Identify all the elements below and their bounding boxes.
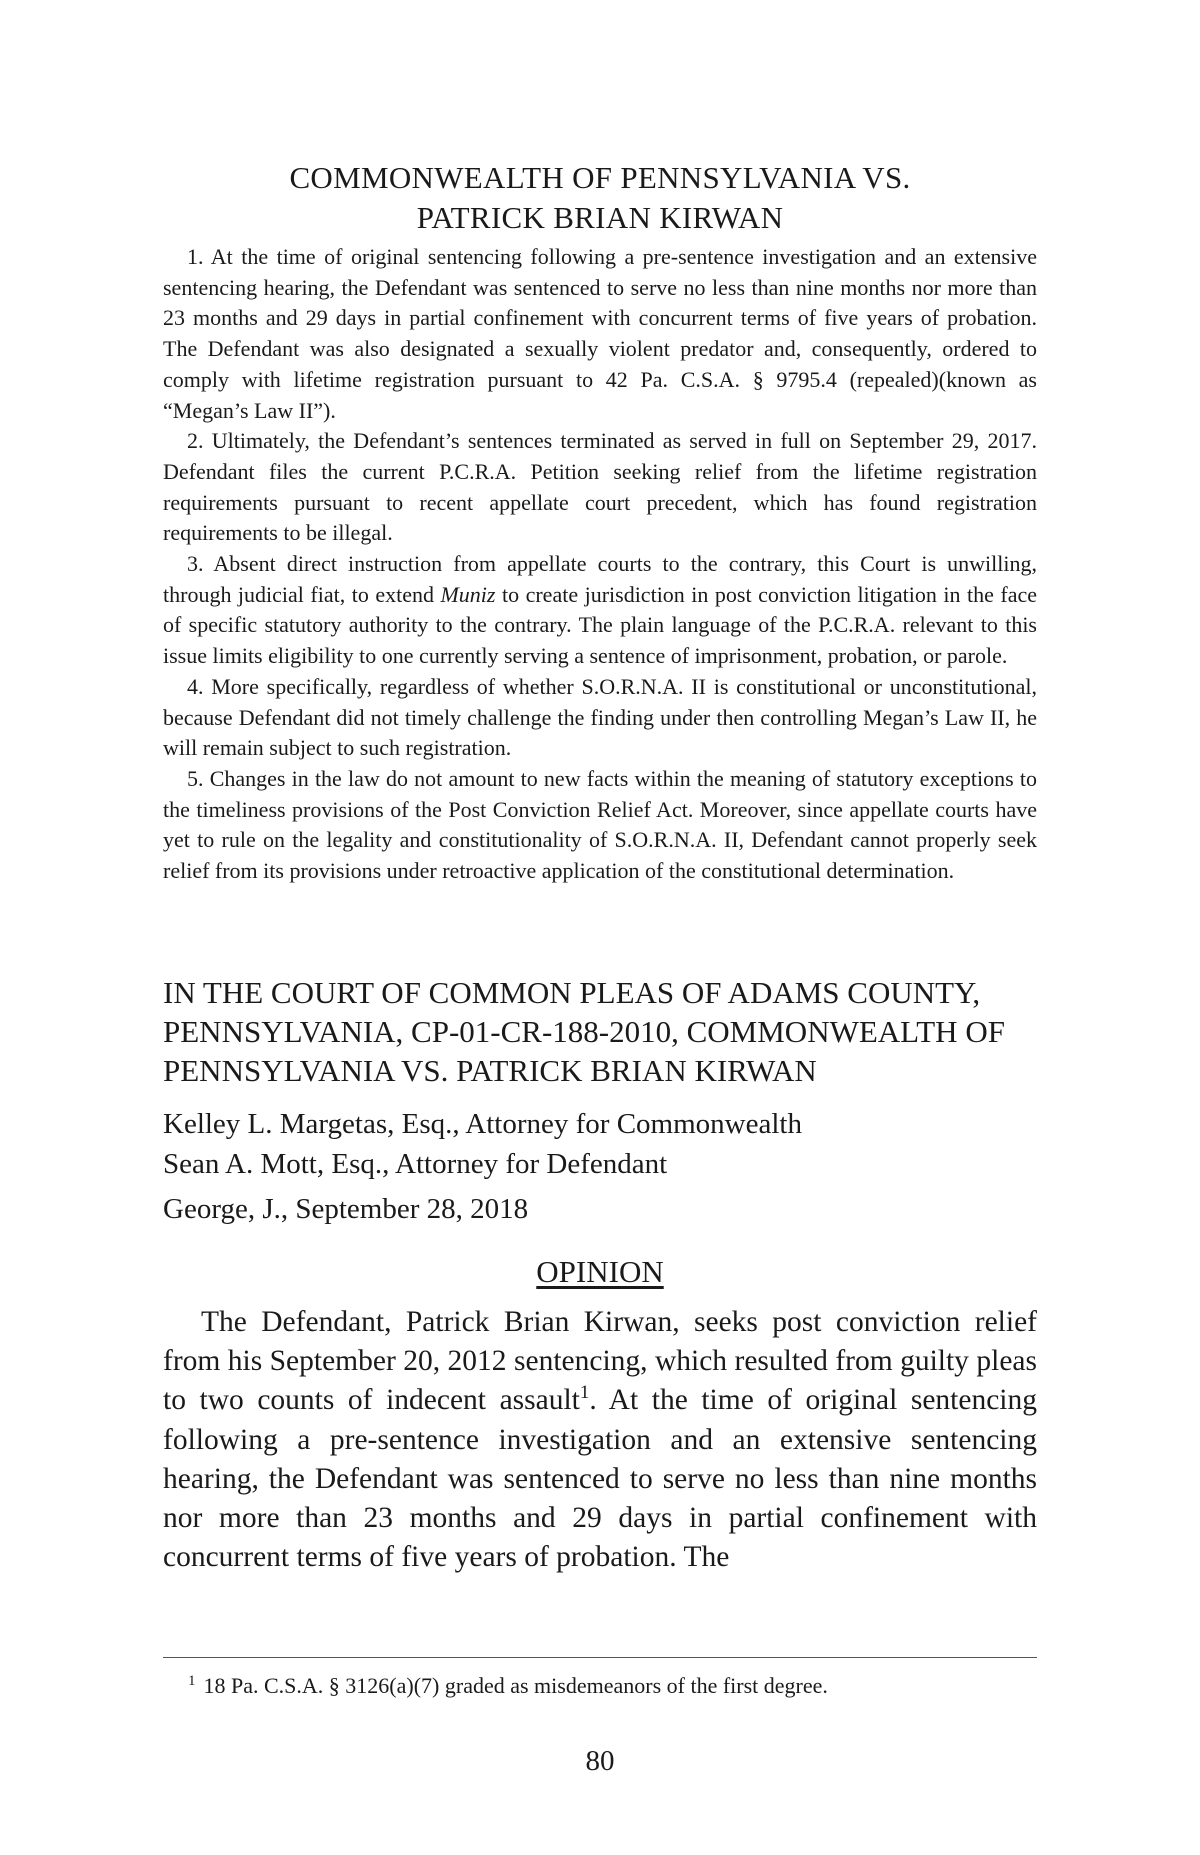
footnote-divider <box>163 1657 1037 1658</box>
headnote-3-text-b: to create jurisdiction in post conviction litigation in the face of specific statutory authority to the contrary. The plain language of the P.C.R.A. relevant to this issue limits eligibility to one currently serving a sentence of imprisonment, probation, or parole. <box>163 581 1037 669</box>
opinion-body <box>163 1303 1037 1577</box>
headnote-5: 5. Changes in the law do not amount to new facts within the meaning of statutory exceptions to the timeliness provisions of the Post Conviction Relief Act. Moreover, since appellate courts have yet to rule on the legality and constitutionality of S.O.R.N.A. II, Defendant cannot properly seek relief from its provisions under retroactive application of the constitutional determination. <box>163 765 1037 884</box>
headnote-2: 2. Ultimately, the Defendant’s sentences terminated as served in full on September 29, 2017. Defendant files the current P.C.R.A. Petition seeking relief from the lifetime registration requirements pursuant to recent appellate court precedent, which has found registration requirements to be illegal. <box>163 428 1037 546</box>
court-caption-line-2: PENNSYLVANIA, CP-01-CR-188-2010, COMMONWEALTH OF <box>163 1014 1005 1049</box>
headnote-1: 1. At the time of original sentencing following a pre-sentence investigation and an extensive sentencing hearing, the Defendant was sentenced to serve no less than nine months nor more than 23 months and 29 days in partial confinement with concurrent terms of five years of probation. The Defendant was also designated a sexually violent predator and, consequently, ordered to comply with lifetime registration pursuant to 42 Pa. C.S.A. § 9795.4 (repealed)(known as “Megan’s Law II”). <box>163 244 1037 423</box>
page-number: 80 <box>585 1745 615 1777</box>
counsel-defendant: Sean A. Mott, Esq., Attorney for Defendant <box>163 1148 668 1180</box>
headnote-3 <box>163 549 1037 672</box>
counsel-commonwealth: Kelley L. Margetas, Esq., Attorney for Commonwealth <box>163 1108 802 1140</box>
footnote <box>188 1671 1037 1701</box>
case-heading-line-2: PATRICK BRIAN KIRWAN <box>416 200 784 235</box>
court-caption <box>163 973 1063 1090</box>
opinion-text-b: . At the time of original sentencing following a pre-sentence investigation and an extensive sentencing hearing, the Defendant was sentenced to serve no less than nine months nor more than 23 months and 29 days in partial confinement with concurrent terms of five years of probation. The <box>163 1384 1037 1574</box>
opinion-text-a: The Defendant, Patrick Brian Kirwan, seeks post conviction relief from his September 20, 2012 sentencing, which resulted from guilty pleas to two counts of indecent assault <box>163 1306 1037 1417</box>
court-caption-line-3: PENNSYLVANIA VS. PATRICK BRIAN KIRWAN <box>163 1053 817 1088</box>
case-heading-line-1: COMMONWEALTH OF PENNSYLVANIA VS. <box>289 160 911 195</box>
headnotes <box>163 242 1037 887</box>
case-name-muniz: Muniz <box>440 581 496 607</box>
case-heading <box>163 158 1037 238</box>
footnote-number: 1 <box>188 1673 196 1689</box>
headnote-3-text-a: 3. Absent direct instruction from appellate courts to the contrary, this Court is unwilling, through judicial fiat, to extend <box>163 551 1037 607</box>
opinion-title: OPINION <box>536 1254 664 1289</box>
court-caption-line-1: IN THE COURT OF COMMON PLEAS OF ADAMS COUNTY, <box>163 975 981 1010</box>
footnote-reference[interactable]: 1 <box>579 1382 590 1404</box>
footnote-text: 18 Pa. C.S.A. § 3126(a)(7) graded as misdemeanors of the first degree. <box>203 1673 828 1698</box>
headnote-4: 4. More specifically, regardless of whether S.O.R.N.A. II is constitutional or unconstitutional, because Defendant did not timely challenge the finding under then controlling Megan’s Law II, he will remain subject to such registration. <box>163 673 1037 761</box>
judge-date-line: George, J., September 28, 2018 <box>163 1193 529 1225</box>
